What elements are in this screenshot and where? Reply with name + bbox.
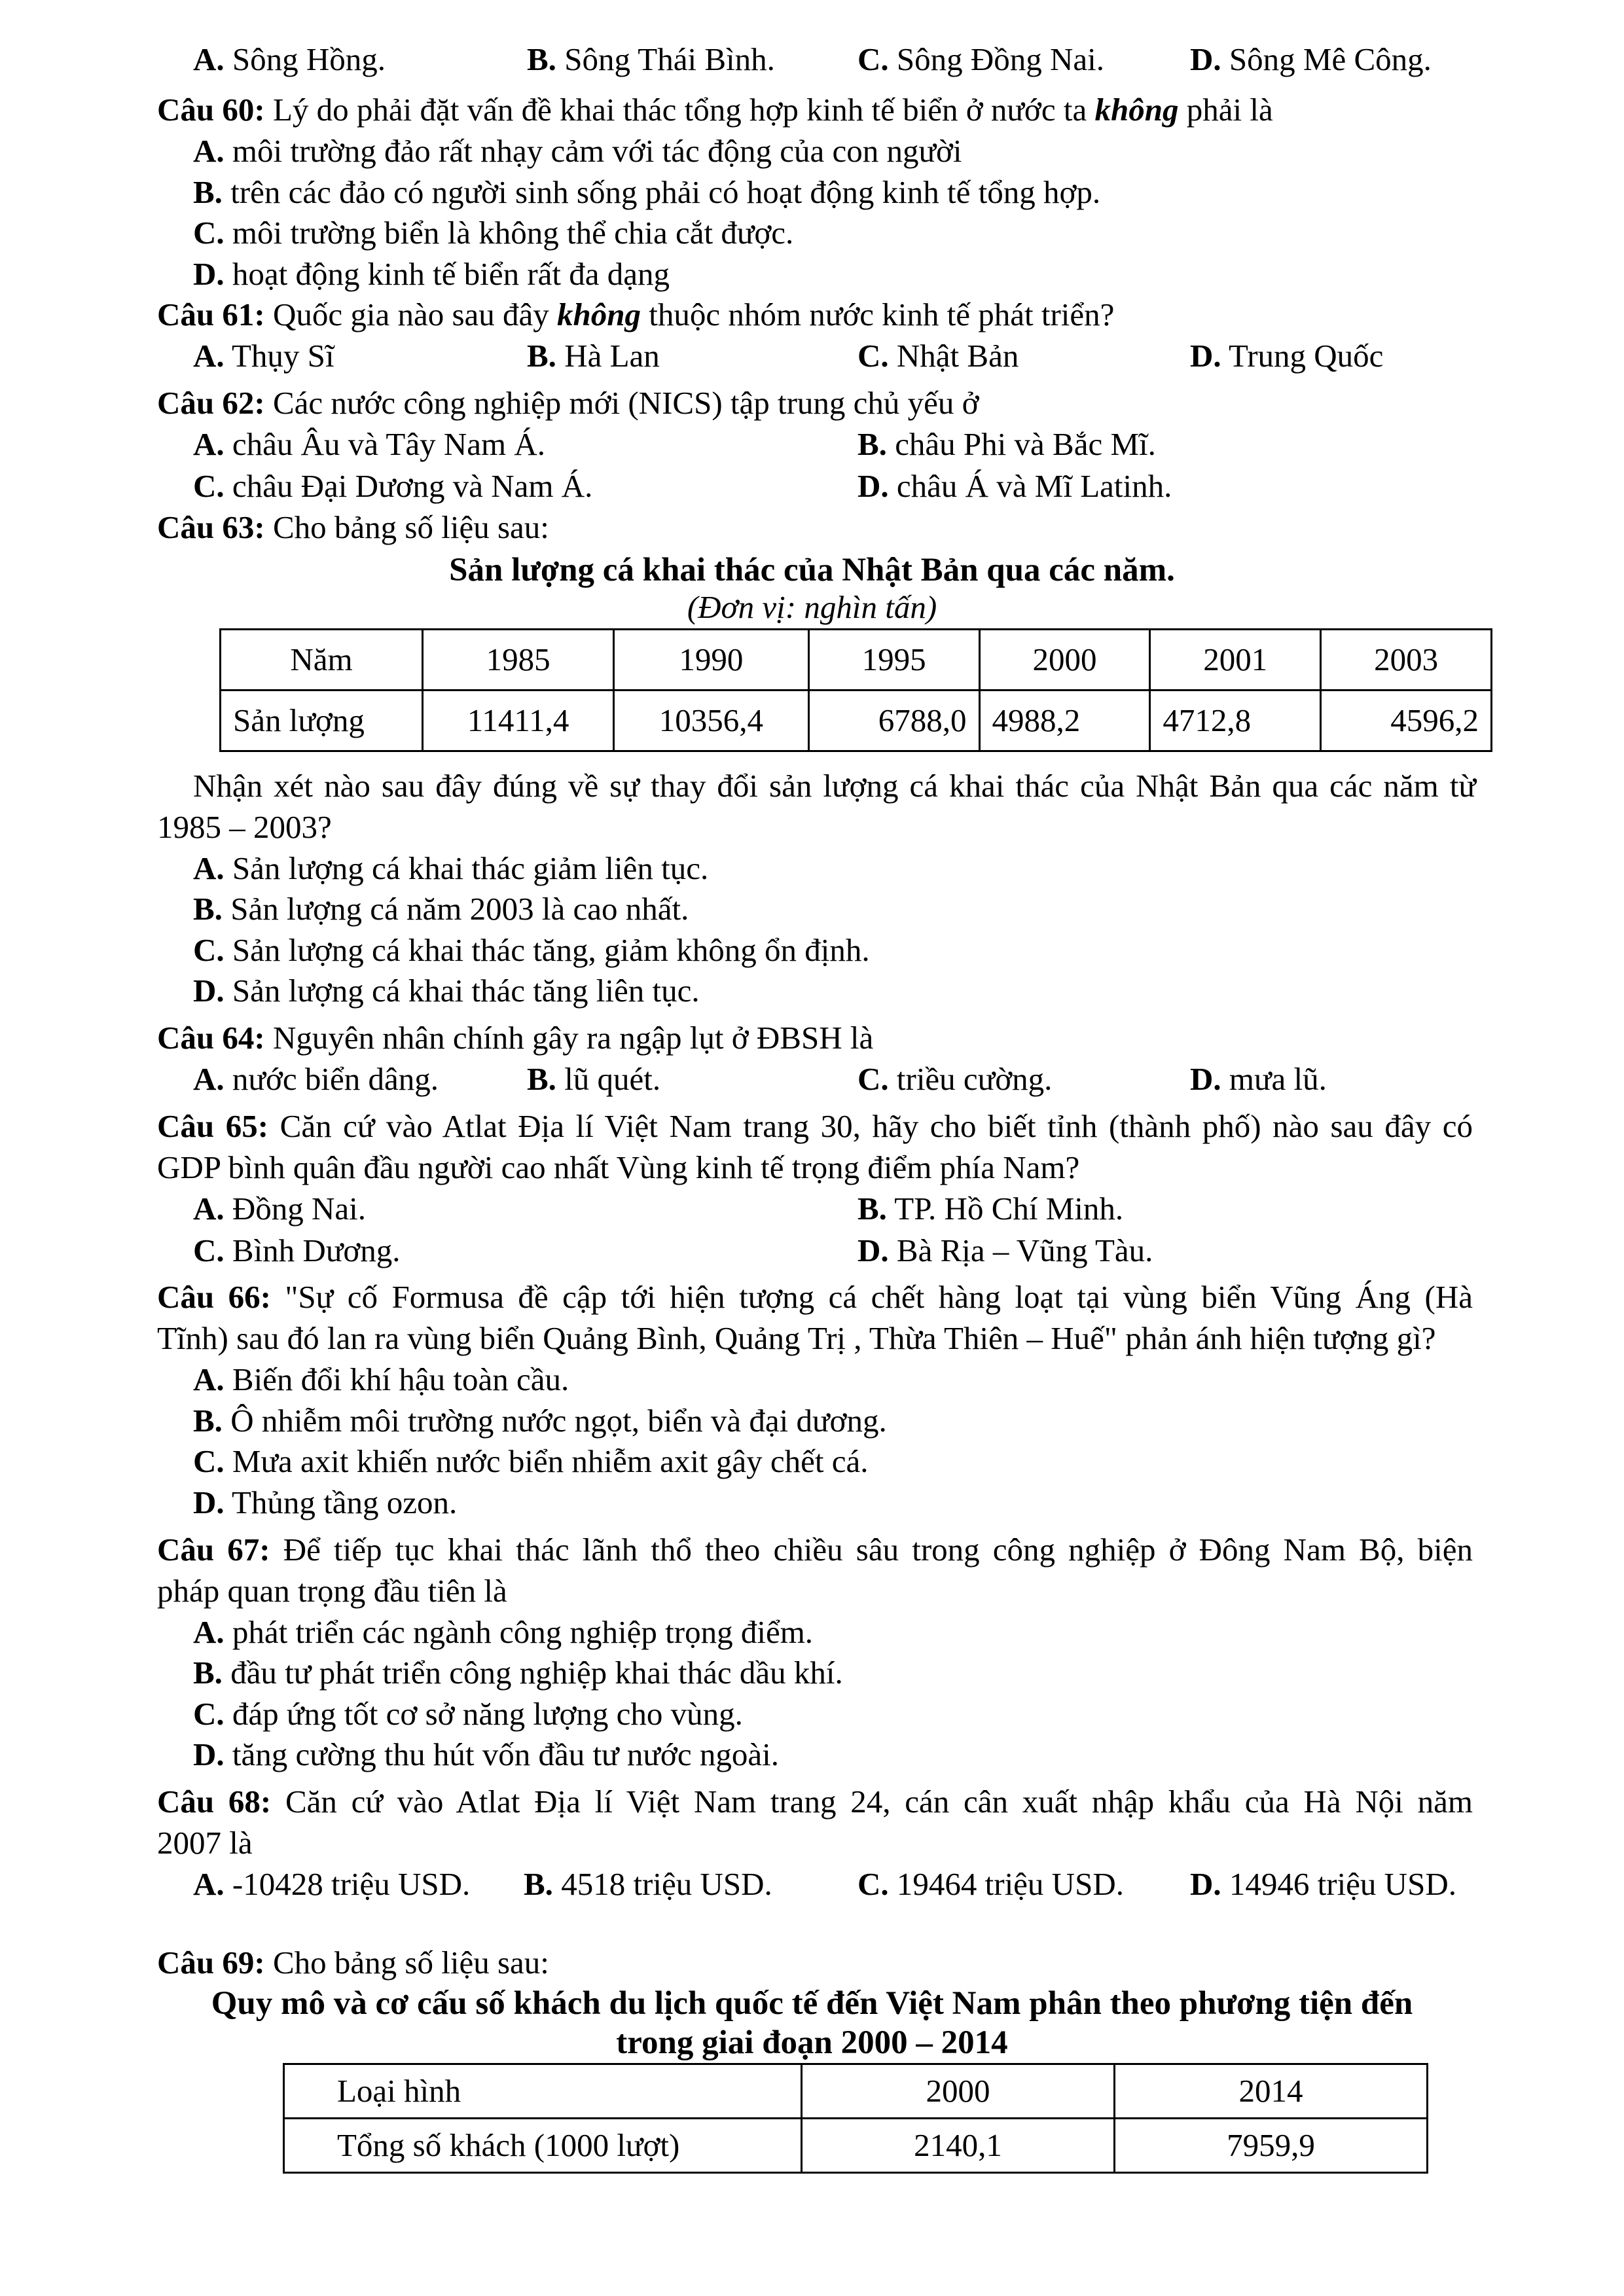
q64-option-a: A. nước biển dâng. — [193, 1061, 439, 1097]
q68-option-a: A. -10428 triệu USD. — [193, 1866, 471, 1902]
table-cell: 4596,2 — [1321, 691, 1492, 751]
q61-stem: Câu 61: Quốc gia nào sau đây không thuộc nhóm nước kinh tế phát triển? — [157, 296, 1115, 332]
table-row-header: Năm — [221, 630, 423, 691]
q65-option-a: A. Đồng Nai. — [193, 1191, 367, 1227]
table-cell: 1990 — [614, 630, 809, 691]
q61-option-d: D. Trung Quốc — [1190, 338, 1384, 374]
q60-stem: Câu 60: Lý do phải đặt vấn đề khai thác tổng hợp kinh tế biển ở nước ta không phải là — [157, 92, 1273, 128]
table-cell: 1985 — [423, 630, 614, 691]
q65-stem-line2: GDP bình quân đầu người cao nhất Vùng kinh tế trọng điểm phía Nam? — [157, 1149, 1080, 1185]
q63-data-table — [219, 628, 1492, 752]
q65-option-d: D. Bà Rịa – Vũng Tàu. — [857, 1232, 1153, 1268]
q68-stem-line2: 2007 là — [157, 1825, 253, 1861]
q68-option-d: D. 14946 triệu USD. — [1190, 1866, 1456, 1902]
table-cell: 2000 — [979, 630, 1150, 691]
q69-stem: Câu 69: Cho bảng số liệu sau: — [157, 1945, 549, 1981]
q65-option-c: C. Bình Dương. — [193, 1232, 401, 1268]
table-column-header: 2000 — [802, 2064, 1115, 2119]
table-row — [284, 2064, 1428, 2119]
table-column-header: 2014 — [1115, 2064, 1428, 2119]
table-cell: 4988,2 — [979, 691, 1150, 751]
table-row — [284, 2119, 1428, 2173]
table-cell: 2001 — [1150, 630, 1321, 691]
q63-question-line1: Nhận xét nào sau đây đúng về sự thay đổi sản lượng cá khai thác của Nhật Bản qua các năm từ — [193, 768, 1476, 804]
q63-option-c: C. Sản lượng cá khai thác tăng, giảm không ổn định. — [193, 932, 870, 968]
q64-option-d: D. mưa lũ. — [1190, 1061, 1327, 1097]
q63-option-b: B. Sản lượng cá năm 2003 là cao nhất. — [193, 891, 689, 927]
q63-option-d: D. Sản lượng cá khai thác tăng liên tục. — [193, 973, 700, 1009]
q69-table-title-line1: Quy mô và cơ cấu số khách du lịch quốc tế đến Việt Nam phân theo phương tiện đến — [211, 1985, 1413, 2022]
q66-option-c: C. Mưa axit khiến nước biển nhiễm axit gây chết cá. — [193, 1443, 869, 1479]
q62-option-d: D. châu Á và Mĩ Latinh. — [857, 468, 1172, 504]
table-cell: 10356,4 — [614, 691, 809, 751]
table-cell: 11411,4 — [423, 691, 614, 751]
q69-data-table — [283, 2063, 1428, 2174]
q65-option-b: B. TP. Hồ Chí Minh. — [857, 1191, 1124, 1227]
q63-option-a: A. Sản lượng cá khai thác giảm liên tục. — [193, 850, 709, 886]
q63-table-title: Sản lượng cá khai thác của Nhật Bản qua các năm. — [449, 552, 1175, 588]
q63-stem: Câu 63: Cho bảng số liệu sau: — [157, 509, 549, 545]
q62-option-a: A. châu Âu và Tây Nam Á. — [193, 426, 545, 462]
q61-option-b: B. Hà Lan — [527, 338, 660, 374]
q63-question-line2: 1985 – 2003? — [157, 809, 332, 845]
q66-option-a: A. Biến đổi khí hậu toàn cầu. — [193, 1361, 569, 1397]
q65-stem-line1: Câu 65: Căn cứ vào Atlat Địa lí Việt Nam trang 30, hãy cho biết tỉnh (thành phố) nào sau đây có — [157, 1108, 1473, 1144]
q62-stem: Câu 62: Các nước công nghiệp mới (NICS) tập trung chủ yếu ở — [157, 385, 979, 421]
table-row-header: Tổng số khách (1000 lượt) — [284, 2119, 802, 2173]
q63-table-unit: (Đơn vị: nghìn tấn) — [687, 589, 937, 625]
q62-option-c: C. châu Đại Dương và Nam Á. — [193, 468, 593, 504]
q60-option-a: A. môi trường đảo rất nhạy cảm với tác động của con người — [193, 133, 962, 169]
table-cell: 1995 — [808, 630, 979, 691]
table-row — [221, 630, 1492, 691]
q59-option-c: C. Sông Đồng Nai. — [857, 41, 1105, 77]
table-cell: 2003 — [1321, 630, 1492, 691]
q67-stem-line2: pháp quan trọng đầu tiên là — [157, 1573, 507, 1609]
q62-option-b: B. châu Phi và Bắc Mĩ. — [857, 426, 1156, 462]
q67-option-d: D. tăng cường thu hút vốn đầu tư nước ngoài. — [193, 1736, 779, 1772]
q66-option-b: B. Ô nhiễm môi trường nước ngọt, biển và đại dương. — [193, 1403, 887, 1439]
q67-option-a: A. phát triển các ngành công nghiệp trọng điểm. — [193, 1614, 814, 1650]
table-cell: 2140,1 — [802, 2119, 1115, 2173]
table-row — [221, 691, 1492, 751]
q64-stem: Câu 64: Nguyên nhân chính gây ra ngập lụt ở ĐBSH là — [157, 1020, 874, 1056]
q64-option-b: B. lũ quét. — [527, 1061, 661, 1097]
q60-option-b: B. trên các đảo có người sinh sống phải có hoạt động kinh tế tổng hợp. — [193, 174, 1101, 210]
q67-option-b: B. đầu tư phát triển công nghiệp khai thác dầu khí. — [193, 1655, 843, 1691]
q60-option-d: D. hoạt động kinh tế biển rất đa dạng — [193, 256, 670, 292]
q68-option-c: C. 19464 triệu USD. — [857, 1866, 1124, 1902]
q68-stem-line1: Câu 68: Căn cứ vào Atlat Địa lí Việt Nam trang 24, cán cân xuất nhập khẩu của Hà Nội năm — [157, 1784, 1473, 1820]
q59-option-a: A. Sông Hồng. — [193, 41, 386, 77]
q61-option-a: A. Thụy Sĩ — [193, 338, 334, 374]
q68-option-b: B. 4518 triệu USD. — [524, 1866, 772, 1902]
table-cell: 6788,0 — [808, 691, 979, 751]
table-cell: 4712,8 — [1150, 691, 1321, 751]
q69-table-title-line2: trong giai đoạn 2000 – 2014 — [616, 2024, 1008, 2061]
table-column-header: Loại hình — [284, 2064, 802, 2119]
q60-option-c: C. môi trường biển là không thể chia cắt được. — [193, 215, 794, 251]
q59-option-b: B. Sông Thái Bình. — [527, 41, 775, 77]
q61-option-c: C. Nhật Bản — [857, 338, 1019, 374]
q66-stem-line1: Câu 66: "Sự cố Formusa đề cập tới hiện tượng cá chết hàng loạt tại vùng biển Vũng Áng (Hà — [157, 1279, 1473, 1315]
table-cell: 7959,9 — [1115, 2119, 1428, 2173]
q66-stem-line2: Tĩnh) sau đó lan ra vùng biển Quảng Bình, Quảng Trị , Thừa Thiên – Huế" phản ánh hiện tượng gì? — [157, 1320, 1436, 1356]
q64-option-c: C. triều cường. — [857, 1061, 1053, 1097]
q66-option-d: D. Thủng tầng ozon. — [193, 1484, 458, 1520]
q67-option-c: C. đáp ứng tốt cơ sở năng lượng cho vùng. — [193, 1696, 743, 1732]
q59-option-d: D. Sông Mê Công. — [1190, 41, 1432, 77]
q67-stem-line1: Câu 67: Để tiếp tục khai thác lãnh thổ theo chiều sâu trong công nghiệp ở Đông Nam Bộ, biện — [157, 1532, 1473, 1568]
table-row-header: Sản lượng — [221, 691, 423, 751]
